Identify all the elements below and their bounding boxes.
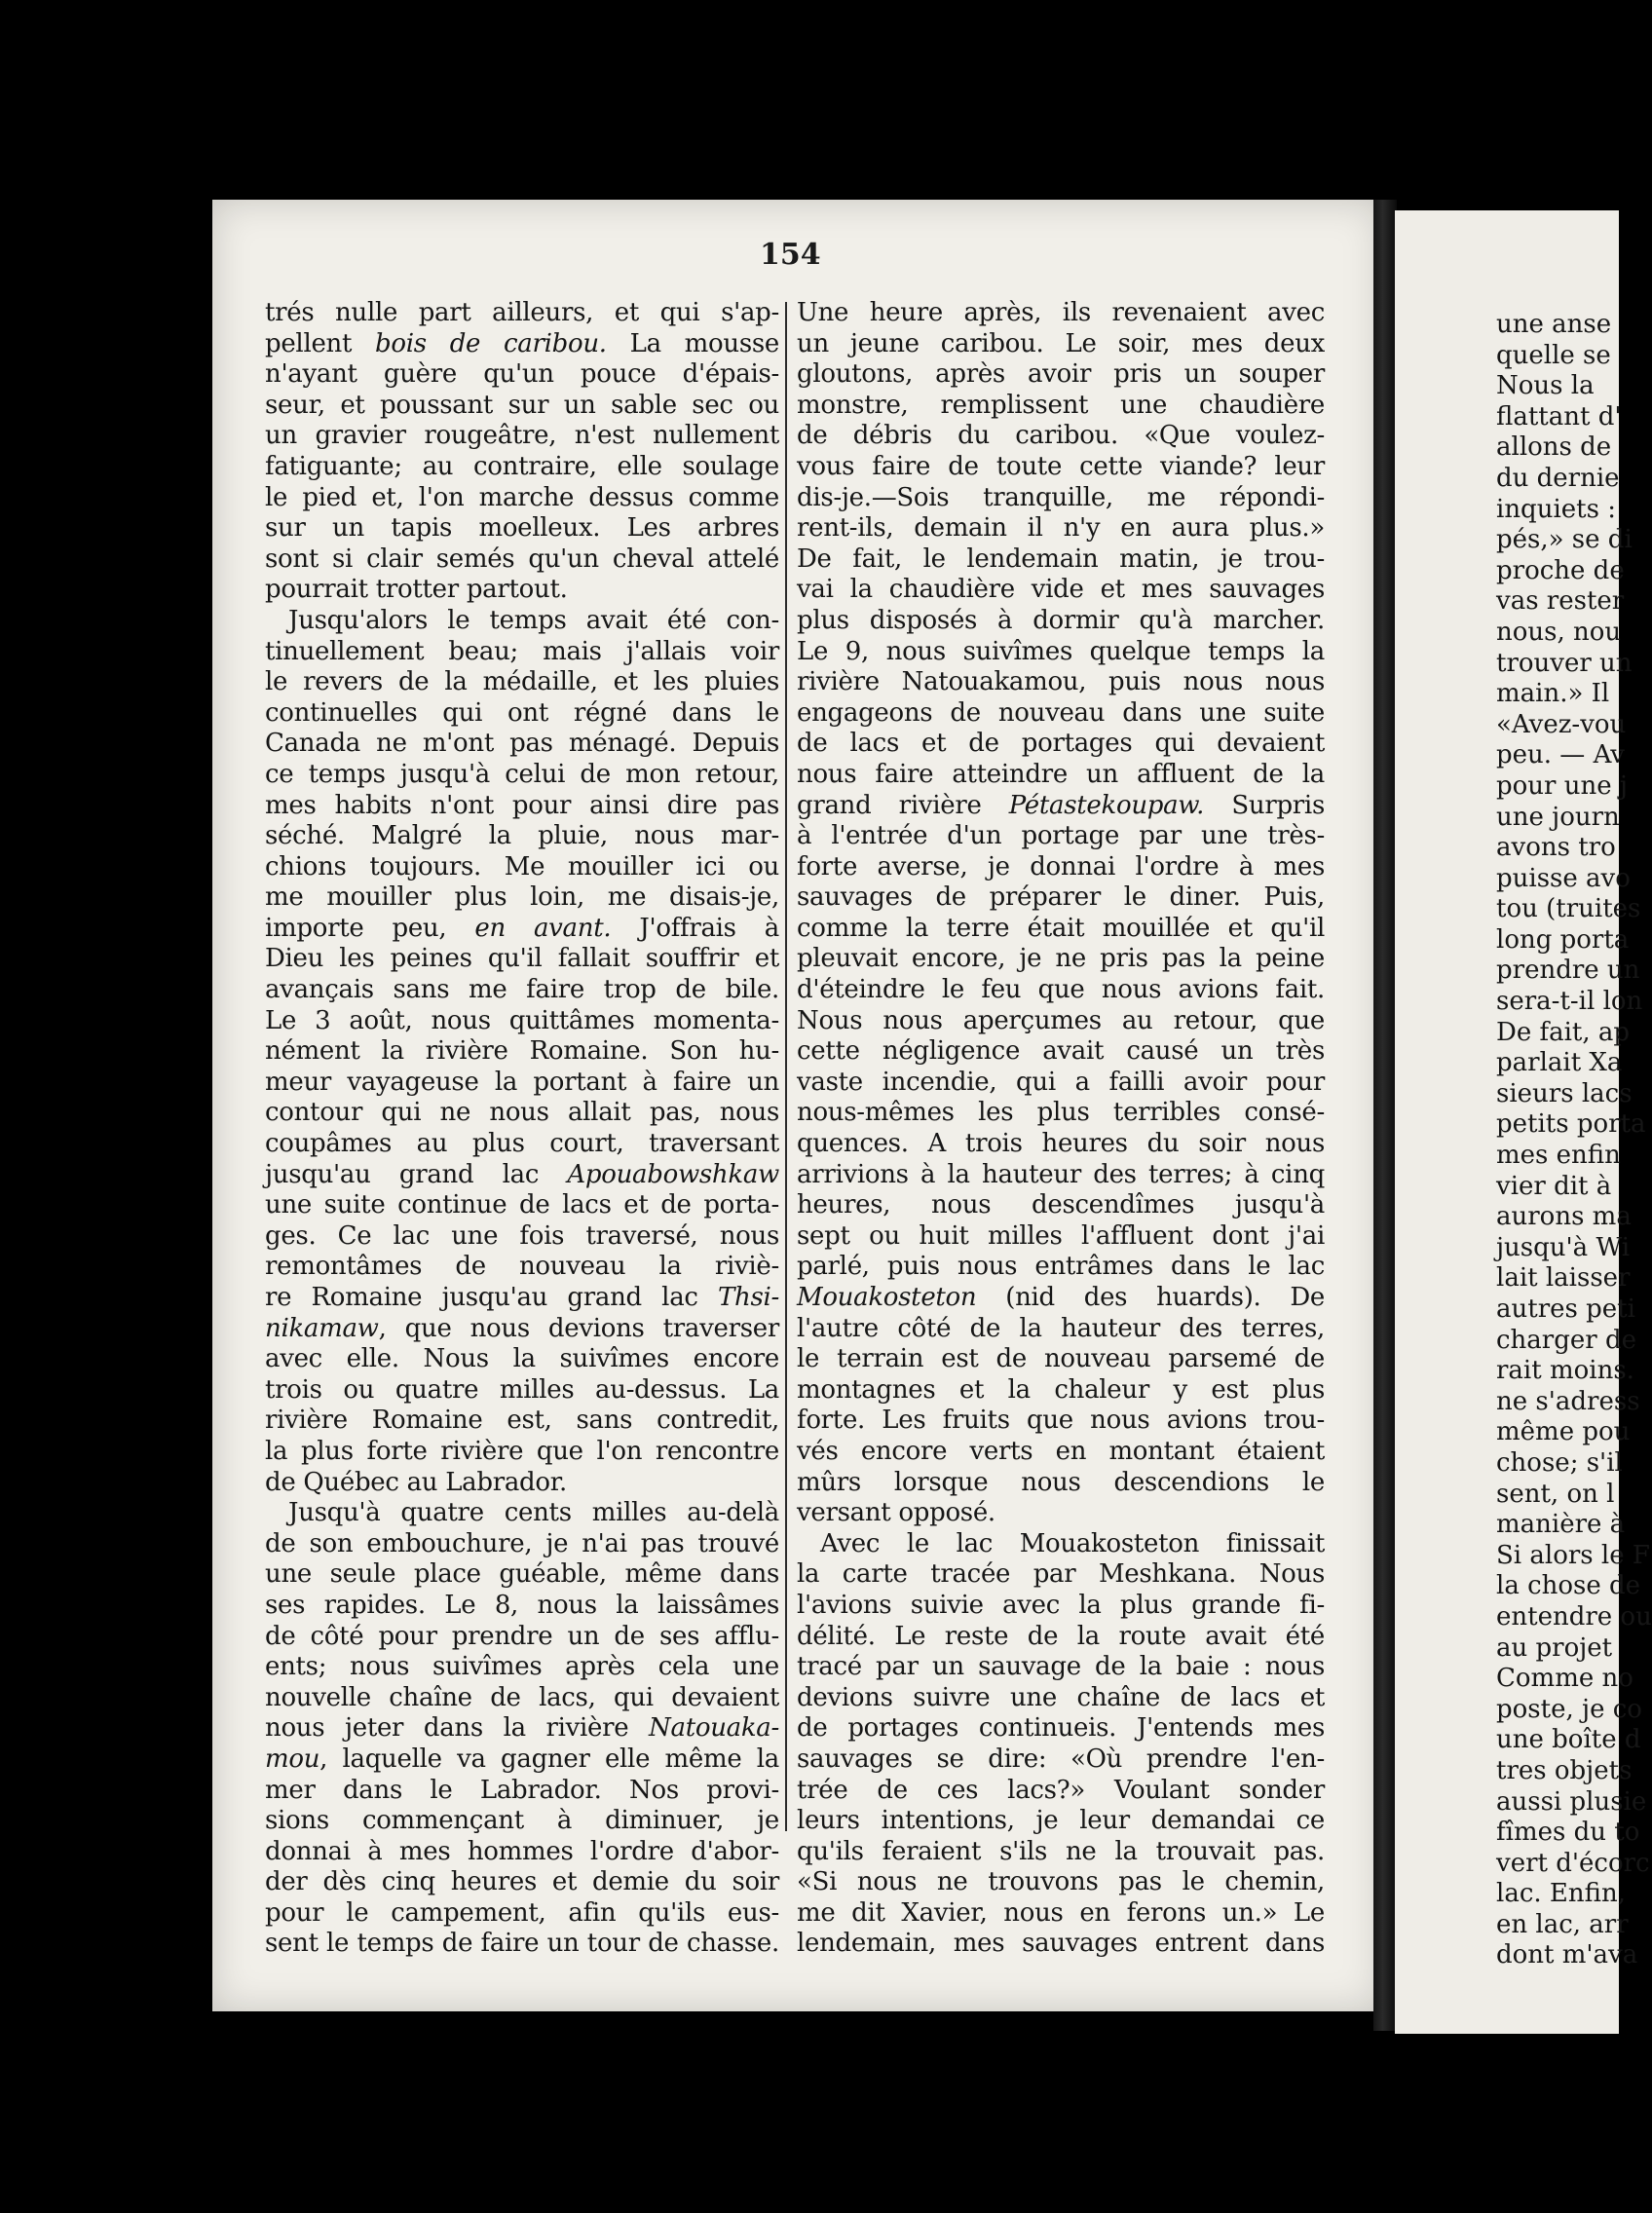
line-text: pour le campement, afin qu'ils eus- [265,1897,779,1928]
text-line [265,1929,779,1960]
line-text: vai la chaudière vide et mes sauvages [797,575,1325,605]
text-line [797,1375,1325,1407]
line-text: importe peu, [265,913,475,943]
text-line [797,1160,1325,1191]
text-line [797,1652,1325,1683]
text-line [797,1190,1325,1221]
line-text: d'éteindre le feu que nous avions fait. [797,975,1325,1005]
line-text: cette négligence avait causé un très [797,1036,1325,1067]
line-text: délité. Le reste de la route avait été [797,1621,1325,1651]
line-text: nément la rivière Romaine. Son hu- [265,1036,779,1067]
partial-text-line: entendre ou [1496,1601,1652,1632]
partial-text-line: manière à [1496,1510,1626,1540]
partial-text-line: lait laisser [1496,1263,1631,1294]
text-line [265,944,779,975]
text-line [797,698,1325,730]
italic-term: Pétastekoupaw. [1008,790,1205,820]
text-line [265,1283,779,1314]
partial-text-line: vert d'écorc [1496,1848,1650,1878]
line-text: rivière Romaine est, sans contredit, [265,1406,779,1436]
text-line [265,1591,779,1622]
line-text: «Si nous ne trouvons pas le chemin, [797,1867,1325,1897]
text-line [265,1713,779,1744]
line-text: une seule place guéable, même dans [265,1559,779,1590]
line-text: Canada ne m'ont pas ménagé. Depuis [265,729,779,759]
text-line [265,760,779,791]
line-text: leurs intentions, je leur demandai ce [797,1806,1325,1836]
line-text: mes habits n'ont pour ainsi dire pas [265,790,779,820]
text-line [265,882,779,914]
text-line [797,1314,1325,1345]
line-text: ses rapides. Le 8, nous la laissâmes [265,1590,779,1620]
text-line [265,1559,779,1591]
partial-text-line: avons tro [1496,833,1616,863]
text-line [797,975,1325,1006]
text-line [265,1406,779,1437]
text-line [265,1652,779,1683]
partial-text-line: Nous la [1496,371,1595,401]
text-line [265,421,779,452]
line-text: sauvages se dire: «Où prendre l'en- [797,1744,1325,1774]
partial-text-line: quelle se [1496,340,1611,370]
line-text: avec elle. Nous la suivîmes encore [265,1344,779,1374]
line-text: coupâmes au plus court, traversant [265,1129,779,1159]
partial-text-line: sieurs lacs [1496,1078,1633,1108]
partial-text-line: jusqu'à Wi [1496,1232,1631,1262]
text-line [797,1437,1325,1468]
text-line [265,1529,779,1560]
line-text: comme la terre était mouillée et qu'il [797,913,1325,943]
line-text: ges. Ce lac une fois traversé, nous [265,1220,779,1251]
partial-text-line: charger de [1496,1325,1636,1355]
line-text: monstre, remplissent une chaudière [797,390,1325,420]
text-line [797,1529,1325,1560]
line-text: arrivions à la hauteur des terres; à cinq [797,1159,1325,1189]
partial-text-line: autres peti [1496,1294,1635,1324]
line-text: Surpris [1204,790,1325,820]
text-line [797,1713,1325,1744]
partial-text-line: proche de [1496,555,1625,585]
line-text: La mousse [606,328,780,358]
text-line [797,1898,1325,1930]
line-text: de Québec au Labrador. [265,1467,567,1497]
italic-term: bois de caribou. [375,328,607,358]
next-page-text-column [1496,310,1652,1971]
text-line [265,1776,779,1807]
text-line [265,391,779,422]
text-line [265,1468,779,1499]
partial-text-line: petits porta [1496,1109,1646,1140]
line-text: contour qui ne nous allait pas, nous [265,1098,779,1128]
text-line [265,359,779,391]
line-text: remontâmes de nouveau la riviè- [265,1252,779,1282]
text-line [797,729,1325,760]
partial-text-line: au projet [1496,1632,1613,1663]
partial-text-line: flattant d' [1496,401,1622,431]
line-text: Le 9, nous suivîmes quelque temps la [797,636,1325,666]
line-text: seur, et poussant sur un sable sec ou [265,390,779,420]
partial-text-line: nous, nou [1496,617,1622,647]
text-line [265,1744,779,1776]
line-text: , laquelle va gagner elle même la [319,1744,779,1774]
text-line [797,760,1325,791]
partial-text-line: pés,» se di [1496,525,1633,555]
text-line [797,1129,1325,1160]
italic-term: Thsi- [717,1283,779,1312]
text-line [265,1683,779,1714]
text-line [797,1559,1325,1591]
line-text: continuelles qui ont régné dans le [265,697,779,728]
text-line [265,667,779,698]
line-text: trés nulle part ailleurs, et qui s'ap- [265,298,779,327]
line-text: n'ayant guère qu'un pouce d'épais- [265,359,779,390]
line-text: nous-mêmes les plus terribles consé- [797,1098,1325,1128]
partial-text-line: sera-t-il lon [1496,987,1643,1017]
text-line [797,606,1325,637]
line-text: vaste incendie, qui a failli avoir pour [797,1067,1325,1097]
line-text: la carte tracée par Meshkana. Nous [797,1559,1325,1590]
right-text-column [797,298,1325,1960]
partial-text-line: même pou [1496,1417,1631,1447]
line-text: chions toujours. Me mouiller ici ou [265,851,779,881]
line-text: sent le temps de faire un tour de chasse. [265,1929,779,1959]
text-line [797,298,1325,329]
text-line [265,1190,779,1221]
line-text: nouvelle chaîne de lacs, qui devaient [265,1682,779,1712]
partial-text-line: long porta [1496,924,1630,955]
line-text: pleuvait encore, je ne pris pas la peine [797,944,1325,974]
line-text: de lacs et de portages qui devaient [797,729,1325,759]
text-line [797,1006,1325,1037]
line-text: vous faire de toute cette viande? leur [797,451,1325,481]
text-line [265,329,779,360]
line-text: Jusqu'à quatre cents milles au-delà [288,1498,779,1528]
text-line [797,1776,1325,1807]
text-line [797,821,1325,852]
partial-text-line: lac. Enfin, [1496,1879,1626,1909]
text-line [265,544,779,576]
text-line [797,452,1325,483]
line-text: heures, nous descendîmes jusqu'à [797,1190,1325,1220]
text-line [265,821,779,852]
partial-text-line: main.» Il [1496,679,1610,709]
text-line [265,852,779,883]
partial-text-line: puisse avo [1496,863,1631,893]
line-text: Le 3 août, nous quittâmes momenta- [265,1005,779,1035]
line-text: rivière Natouakamou, puis nous nous [797,667,1325,697]
line-text: tracé par un sauvage de la baie : nous [797,1652,1325,1682]
line-text: De fait, le lendemain matin, je trou- [797,544,1325,574]
line-text: à l'entrée d'un portage par une très- [797,821,1325,851]
text-line [797,1252,1325,1283]
italic-term: mou [265,1744,320,1774]
text-line [797,914,1325,945]
line-text: trois ou quatre milles au-dessus. La [265,1374,779,1405]
line-text: trée de ces lacs?» Voulant sonder [797,1775,1325,1805]
line-text: l'avions suivie avec la plus grande fi- [797,1590,1325,1620]
partial-text-line: aurons ma [1496,1202,1632,1232]
line-text: forte. Les fruits que nous avions trou- [797,1406,1325,1436]
text-line [797,513,1325,544]
line-text: Nous nous aperçumes au retour, que [797,1005,1325,1035]
page-number: 154 [760,238,821,272]
text-line [797,359,1325,391]
partial-text-line: une journ [1496,802,1620,832]
partial-text-line: Comme no [1496,1664,1633,1694]
text-line [265,1867,779,1898]
text-line [797,1283,1325,1314]
text-line [265,575,779,606]
partial-text-line: rait moins. [1496,1356,1634,1386]
text-line [797,667,1325,698]
line-text: dis-je.—Sois tranquille, me répondi- [797,482,1325,512]
line-text: Une heure après, ils revenaient avec [797,298,1325,327]
line-text: Avec le lac Mouakosteton finissait [820,1528,1325,1558]
text-line [797,1344,1325,1375]
text-line [797,1068,1325,1099]
line-text: gloutons, après avoir pris un souper [797,359,1325,390]
line-text: nous jeter dans la rivière [265,1713,650,1744]
line-text: nous faire atteindre un affluent de la [797,759,1325,789]
text-line [265,606,779,637]
line-text: der dès cinq heures et demie du soir [265,1867,779,1897]
line-text: pourrait trotter partout. [265,575,568,605]
line-text: fatiguante; au contraire, elle soulage [265,451,779,481]
partial-text-line: trouver un [1496,648,1633,678]
line-text: montagnes et la chaleur y est plus [797,1374,1325,1405]
text-line [265,1314,779,1345]
line-text: pellent [265,328,376,358]
column-divider [785,302,787,1831]
text-line [797,544,1325,576]
line-text: Jusqu'alors le temps avait été con- [288,605,779,635]
line-text: ents; nous suivîmes après cela une [265,1652,779,1682]
partial-text-line: tres objets [1496,1755,1633,1785]
partial-text-line: peu. — Av [1496,740,1625,770]
partial-text-line: vas rester [1496,586,1625,617]
italic-term: nikamaw [265,1313,379,1343]
text-line [797,1744,1325,1776]
text-line [265,1837,779,1868]
line-text: sept ou huit milles l'affluent dont j'ai [797,1220,1325,1251]
text-line [265,513,779,544]
partial-text-line: allons de [1496,432,1612,463]
text-line [797,882,1325,914]
text-line [265,729,779,760]
partial-text-line: inquiets : [1496,494,1616,524]
text-line [797,1867,1325,1898]
line-text: forte averse, je donnai l'ordre à mes [797,851,1325,881]
partial-text-line: poste, je co [1496,1694,1642,1724]
book-gutter [1373,200,1397,2031]
text-line [265,483,779,514]
line-text: le revers de la médaille, et les pluies [265,667,779,697]
line-text: de son embouchure, je n'ai pas trouvé [265,1528,779,1558]
text-line [797,1468,1325,1499]
line-text: parlé, puis nous entrâmes dans le lac [797,1252,1325,1282]
text-line [265,452,779,483]
text-line [265,1221,779,1253]
line-text: mûrs lorsque nous descendions le [797,1467,1325,1497]
line-text: l'autre côté de la hauteur des terres, [797,1313,1325,1343]
partial-text-line: De fait, ap [1496,1017,1631,1047]
text-line [797,1036,1325,1068]
line-text: le terrain est de nouveau parsemé de [797,1344,1325,1374]
line-text: un jeune caribou. Le soir, mes deux [797,328,1325,358]
text-line [265,1344,779,1375]
partial-text-line: du dernie [1496,463,1620,493]
partial-text-line: la chose de [1496,1571,1641,1601]
text-line [265,1498,779,1529]
text-line [265,1898,779,1930]
partial-text-line: parlait Xa [1496,1048,1623,1078]
line-text: un gravier rougeâtre, n'est nullement [265,421,779,451]
line-text: meur vayageuse la portant à faire un [265,1067,779,1097]
text-line [797,1221,1325,1253]
text-line [265,1068,779,1099]
line-text: sions commençant à diminuer, je [265,1806,779,1836]
partial-text-line: une anse [1496,310,1612,339]
partial-text-line: sent, on l [1496,1479,1615,1509]
partial-text-line: aussi plusie [1496,1786,1647,1817]
text-line [265,1252,779,1283]
partial-text-line: Si alors le F [1496,1540,1650,1570]
text-line [265,1006,779,1037]
text-line [797,391,1325,422]
text-line [265,1160,779,1191]
text-line [265,914,779,945]
text-line [797,483,1325,514]
partial-text-line: «Avez-vou [1496,709,1627,739]
line-text: tinuellement beau; mais j'allais voir [265,636,779,666]
text-line [797,329,1325,360]
line-text: sont si clair semés qu'un cheval attelé [265,544,779,574]
text-line [797,1591,1325,1622]
text-line [265,1806,779,1837]
text-line [265,1375,779,1407]
line-text: J'offrais à [611,913,779,943]
text-line [797,1837,1325,1868]
line-text: devions suivre une chaîne de lacs et [797,1682,1325,1712]
partial-text-line: une boîte d [1496,1725,1641,1755]
text-line [797,1683,1325,1714]
line-text: vés encore verts en montant étaient [797,1436,1325,1466]
line-text: une suite continue de lacs et de porta- [265,1190,779,1220]
line-text: versant opposé. [797,1498,995,1528]
line-text: engageons de nouveau dans une suite [797,697,1325,728]
italic-term: en avant. [474,913,612,943]
text-line [797,791,1325,822]
partial-text-line: mes enfin [1496,1141,1621,1171]
line-text: sur un tapis moelleux. Les arbres [265,513,779,544]
partial-text-line: vier dit à [1496,1171,1612,1201]
italic-term: Apouabowshkaw [567,1159,779,1189]
line-text: me dit Xavier, nous en ferons un.» Le [797,1897,1325,1928]
line-text: plus disposés à dormir qu'à marcher. [797,605,1325,635]
line-text: séché. Malgré la pluie, nous mar- [265,821,779,851]
text-line [797,1929,1325,1960]
line-text: (nid des huards). De [976,1283,1325,1312]
partial-text-line: en lac, arr [1496,1909,1629,1939]
line-text: de débris du caribou. «Que voulez- [797,421,1325,451]
text-line [265,1098,779,1129]
text-line [797,944,1325,975]
line-text: le pied et, l'on marche dessus comme [265,482,779,512]
text-line [265,1622,779,1653]
text-line [265,1036,779,1068]
text-line [797,1622,1325,1653]
partial-text-line: tou (truites [1496,894,1641,924]
partial-text-line: chose; s'il [1496,1447,1623,1478]
line-text: grand rivière [797,790,1009,820]
text-line [797,1098,1325,1129]
text-line [797,1406,1325,1437]
text-line [797,421,1325,452]
line-text: quences. A trois heures du soir nous [797,1129,1325,1159]
line-text: de portages continueis. J'entends mes [797,1713,1325,1744]
text-line [265,791,779,822]
text-line [265,1437,779,1468]
line-text: jusqu'au grand lac [265,1159,568,1189]
line-text: de côté pour prendre un de ses afflu- [265,1621,779,1651]
text-line [797,1806,1325,1837]
italic-term: Natouaka- [649,1713,779,1744]
italic-term: Mouakosteton [797,1283,977,1312]
line-text: sauvages de préparer le diner. Puis, [797,882,1325,913]
line-text: rent-ils, demain il n'y en aura plus.» [797,513,1325,544]
text-line [265,698,779,730]
line-text: la plus forte rivière que l'on rencontre [265,1436,779,1466]
line-text: qu'ils feraient s'ils ne la trouvait pas. [797,1836,1325,1866]
left-text-column [265,298,779,1960]
text-line [265,975,779,1006]
line-text: mer dans le Labrador. Nos provi- [265,1775,779,1805]
partial-text-line: prendre un [1496,956,1640,986]
line-text: lendemain, mes sauvages entrent dans [797,1929,1325,1959]
text-line [265,637,779,668]
text-line [797,637,1325,668]
line-text: ce temps jusqu'à celui de mon retour, [265,759,779,789]
partial-text-line: ne s'adress [1496,1386,1640,1416]
partial-text-line: dont m'ava [1496,1940,1638,1970]
partial-text-line: pour une j [1496,770,1628,801]
text-line [797,575,1325,606]
line-text: me mouiller plus loin, me disais-je, [265,882,779,913]
text-line [797,1498,1325,1529]
line-text: re Romaine jusqu'au grand lac [265,1283,718,1312]
line-text: donnai à mes hommes l'ordre d'abor- [265,1836,779,1866]
line-text: , que nous devions traverser [378,1313,779,1343]
line-text: avançais sans me faire trop de bile. [265,975,779,1005]
line-text: Dieu les peines qu'il fallait souffrir et [265,944,779,974]
text-line [797,852,1325,883]
text-line [265,1129,779,1160]
partial-text-line: fîmes du to [1496,1818,1640,1848]
text-line [265,298,779,329]
